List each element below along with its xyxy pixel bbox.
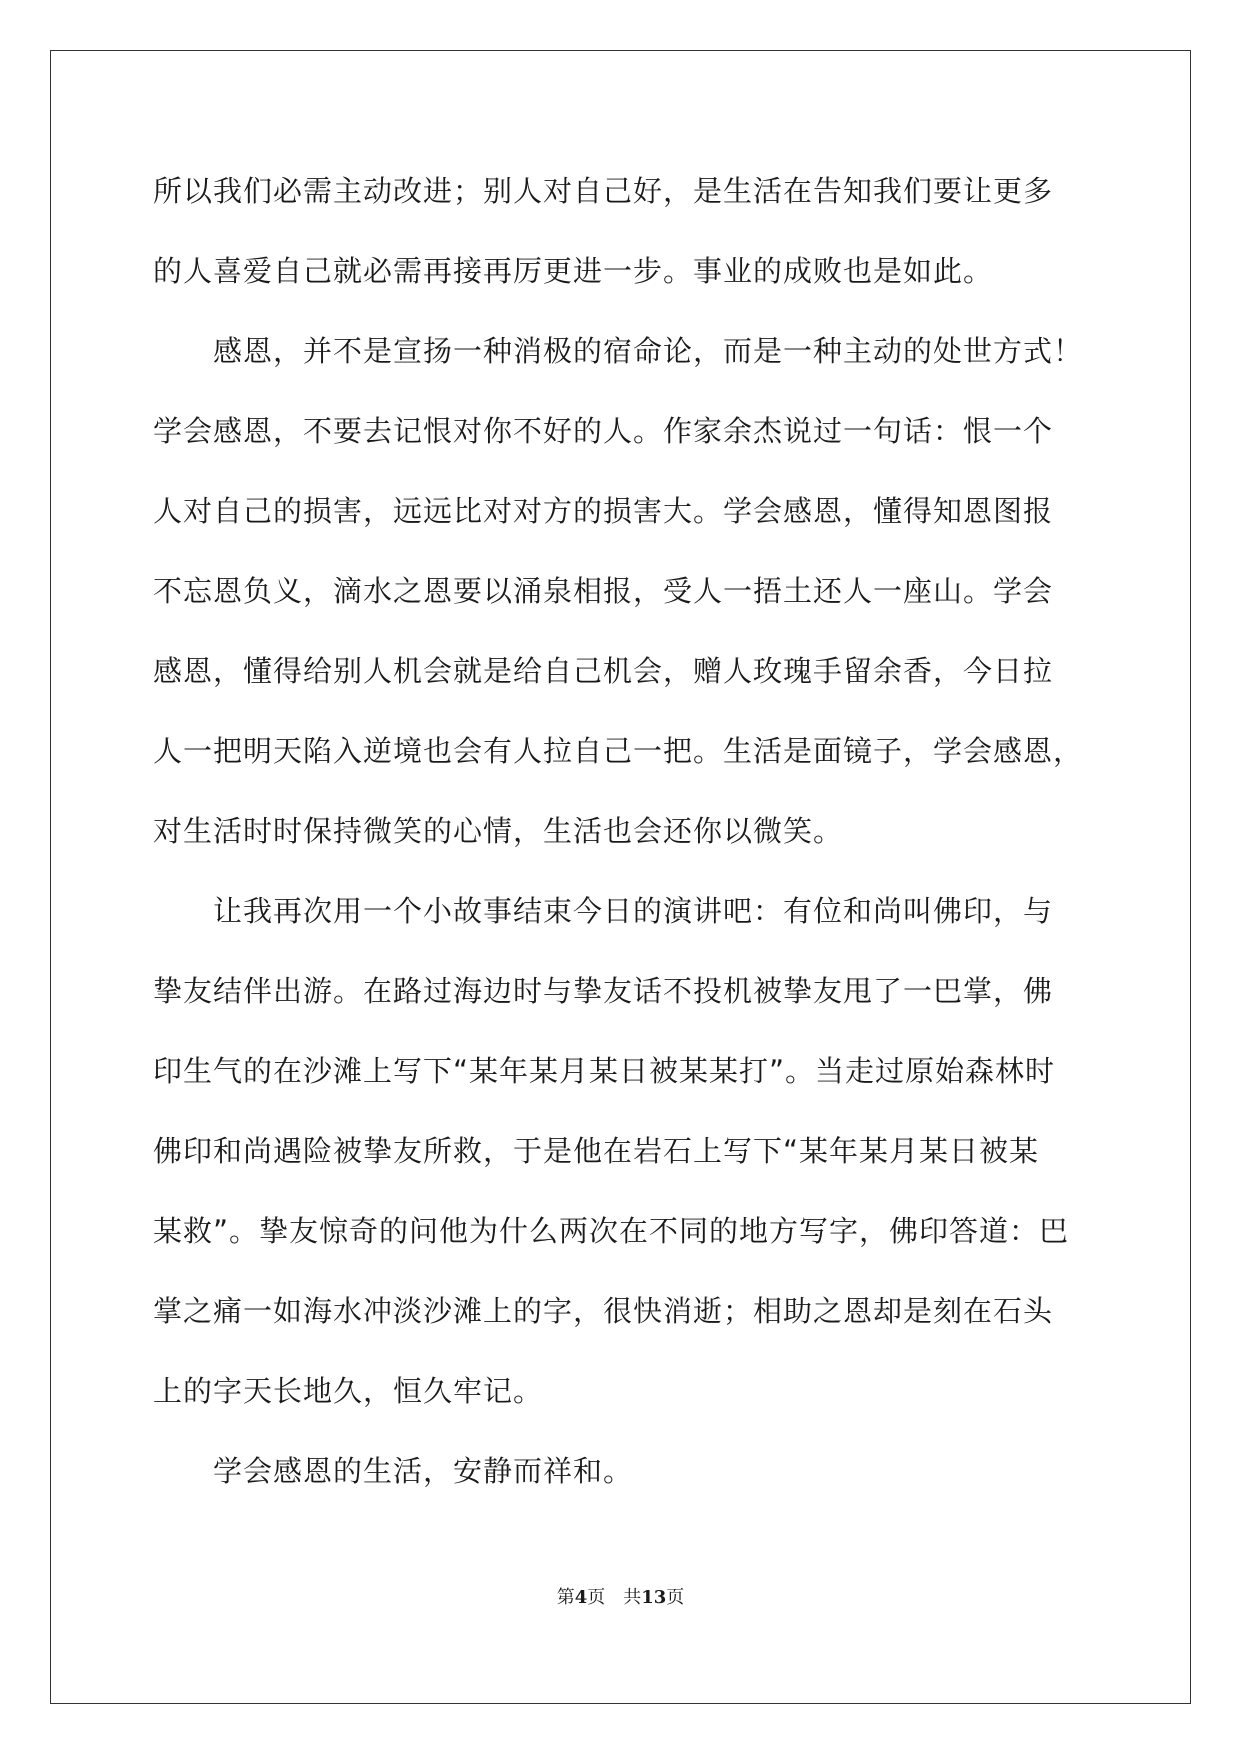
page-mid: 页 共 <box>587 1587 642 1608</box>
text-line: 感恩，懂得给别人机会就是给自己机会，赠人玫瑰手留余香，今日拉 <box>153 654 1054 688</box>
page-number: 4 <box>574 1587 588 1608</box>
text-line: 对生活时时保持微笑的心情，生活也会还你以微笑。 <box>153 814 844 848</box>
text-line: 学会感恩，不要去记恨对你不好的人。作家余杰说过一句话：恨一个 <box>153 414 1054 448</box>
text-line: 不忘恩负义，滴水之恩要以涌泉相报，受人一捂土还人一座山。学会 <box>153 574 1054 608</box>
page-footer <box>0 1586 1241 1610</box>
text-line: 所以我们必需主动改进；别人对自己好，是生活在告知我们要让更多 <box>153 174 1054 208</box>
text-line: 让我再次用一个小故事结束今日的演讲吧：有位和尚叫佛印，与 <box>153 894 1054 928</box>
text-line: 的人喜爱自己就必需再接再厉更进一步。事业的成败也是如此。 <box>153 254 994 288</box>
text-line: 学会感恩的生活，安静而祥和。 <box>153 1454 634 1488</box>
text-line: 人一把明天陷入逆境也会有人拉自己一把。生活是面镜子，学会感恩， <box>153 734 1084 768</box>
text-line: 某救”。挚友惊奇的问他为什么两次在不同的地方写字，佛印答道：巴 <box>153 1214 1070 1248</box>
text-line: 挚友结伴出游。在路过海边时与挚友话不投机被挚友甩了一巴掌，佛 <box>153 974 1054 1008</box>
text-line: 人对自己的损害，远远比对对方的损害大。学会感恩，懂得知恩图报 <box>153 494 1054 528</box>
text-line: 印生气的在沙滩上写下“某年某月某日被某某打”。当走过原始森林时 <box>153 1054 1056 1088</box>
text-line: 佛印和尚遇险被挚友所救，于是他在岩石上写下“某年某月某日被某 <box>153 1134 1040 1168</box>
page-suffix: 页 <box>666 1587 685 1608</box>
total-pages: 13 <box>641 1587 667 1608</box>
text-line: 掌之痛一如海水冲淡沙滩上的字，很快消逝；相助之恩却是刻在石头 <box>153 1294 1054 1328</box>
text-line: 感恩，并不是宣扬一种消极的宿命论，而是一种主动的处世方式！ <box>153 334 1084 368</box>
text-line: 上的字天长地久，恒久牢记。 <box>153 1374 544 1408</box>
page-prefix: 第 <box>556 1587 575 1608</box>
document-body <box>153 162 1093 1522</box>
